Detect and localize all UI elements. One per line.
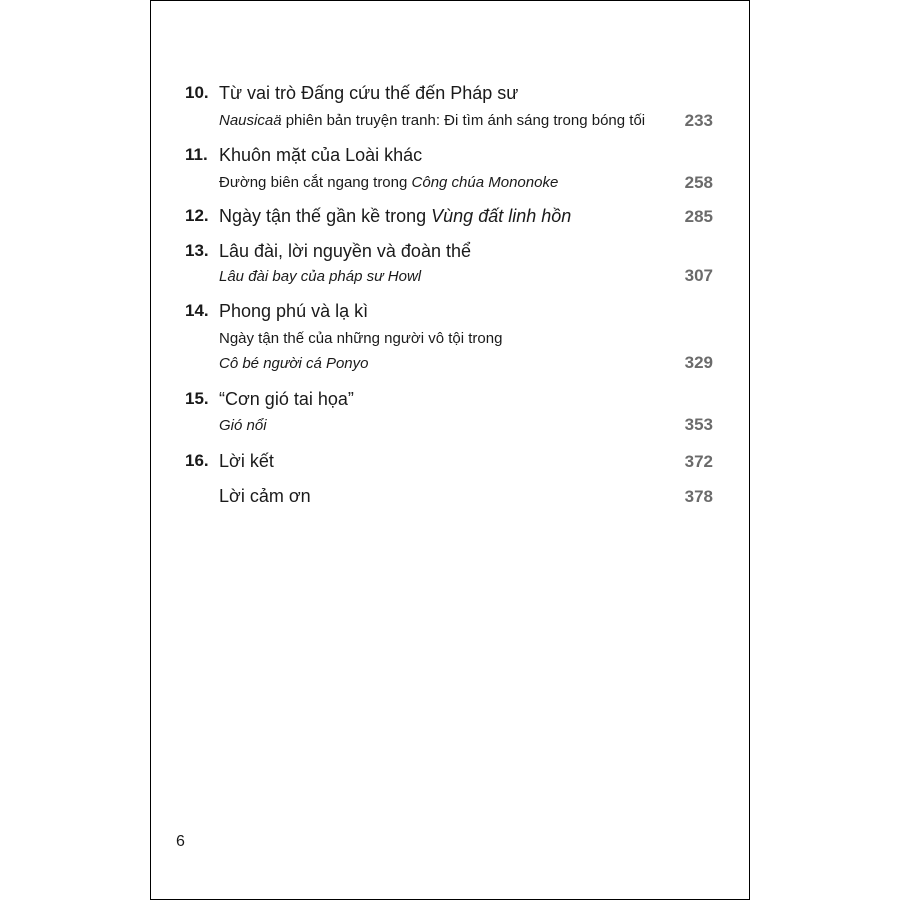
chapter-number: 13.	[185, 241, 209, 260]
subtitle-plain: Đường biên cắt ngang trong	[219, 174, 412, 191]
chapter-title	[219, 206, 571, 227]
page-ref: 258	[684, 173, 713, 192]
subtitle-italic: Nausicaä	[219, 112, 282, 129]
chapter-title: Phong phú và lạ kì	[219, 301, 369, 321]
chapter-subtitle-line1: Ngày tận thế của những người vô tội trong	[219, 330, 503, 347]
chapter-title: “Cơn gió tai họa”	[219, 389, 354, 409]
chapter-title: Khuôn mặt của Loài khác	[219, 145, 423, 165]
chapter-subtitle	[219, 174, 558, 191]
chapter-number: 15.	[185, 389, 209, 408]
chapter-title: Lời kết	[219, 451, 274, 471]
chapter-number: 14.	[185, 301, 209, 320]
chapter-number: 11.	[185, 145, 208, 164]
chapter-number: 12.	[185, 206, 209, 225]
page-ref: 307	[684, 266, 713, 285]
chapter-subtitle	[219, 112, 645, 129]
chapter-title: Lời cảm ơn	[219, 486, 311, 506]
chapter-subtitle: Gió nổi	[219, 417, 267, 434]
page-ref: 233	[684, 111, 713, 130]
subtitle-rest: phiên bản truyện tranh: Đi tìm ánh sáng trong bóng tối	[281, 112, 646, 129]
chapter-title: Lâu đài, lời nguyền và đoàn thể	[219, 241, 471, 261]
title-plain: Ngày tận thế gần kề trong	[219, 206, 432, 226]
subtitle-italic: Công chúa Mononoke	[411, 174, 559, 191]
page-ref: 329	[684, 353, 713, 372]
chapter-number: 10.	[185, 83, 209, 102]
page-ref: 353	[684, 415, 713, 434]
page-ref: 285	[684, 207, 713, 226]
title-italic: Vùng đất linh hồn	[431, 206, 572, 226]
chapter-number: 16.	[185, 451, 209, 470]
page-number: 6	[176, 833, 185, 850]
chapter-subtitle-line2: Cô bé người cá Ponyo	[219, 355, 369, 372]
book-page	[150, 0, 750, 900]
chapter-subtitle: Lâu đài bay của pháp sư Howl	[219, 268, 422, 285]
chapter-title: Từ vai trò Đấng cứu thế đến Pháp sư	[219, 83, 519, 103]
page-ref: 372	[684, 452, 713, 471]
page-ref: 378	[684, 487, 713, 506]
